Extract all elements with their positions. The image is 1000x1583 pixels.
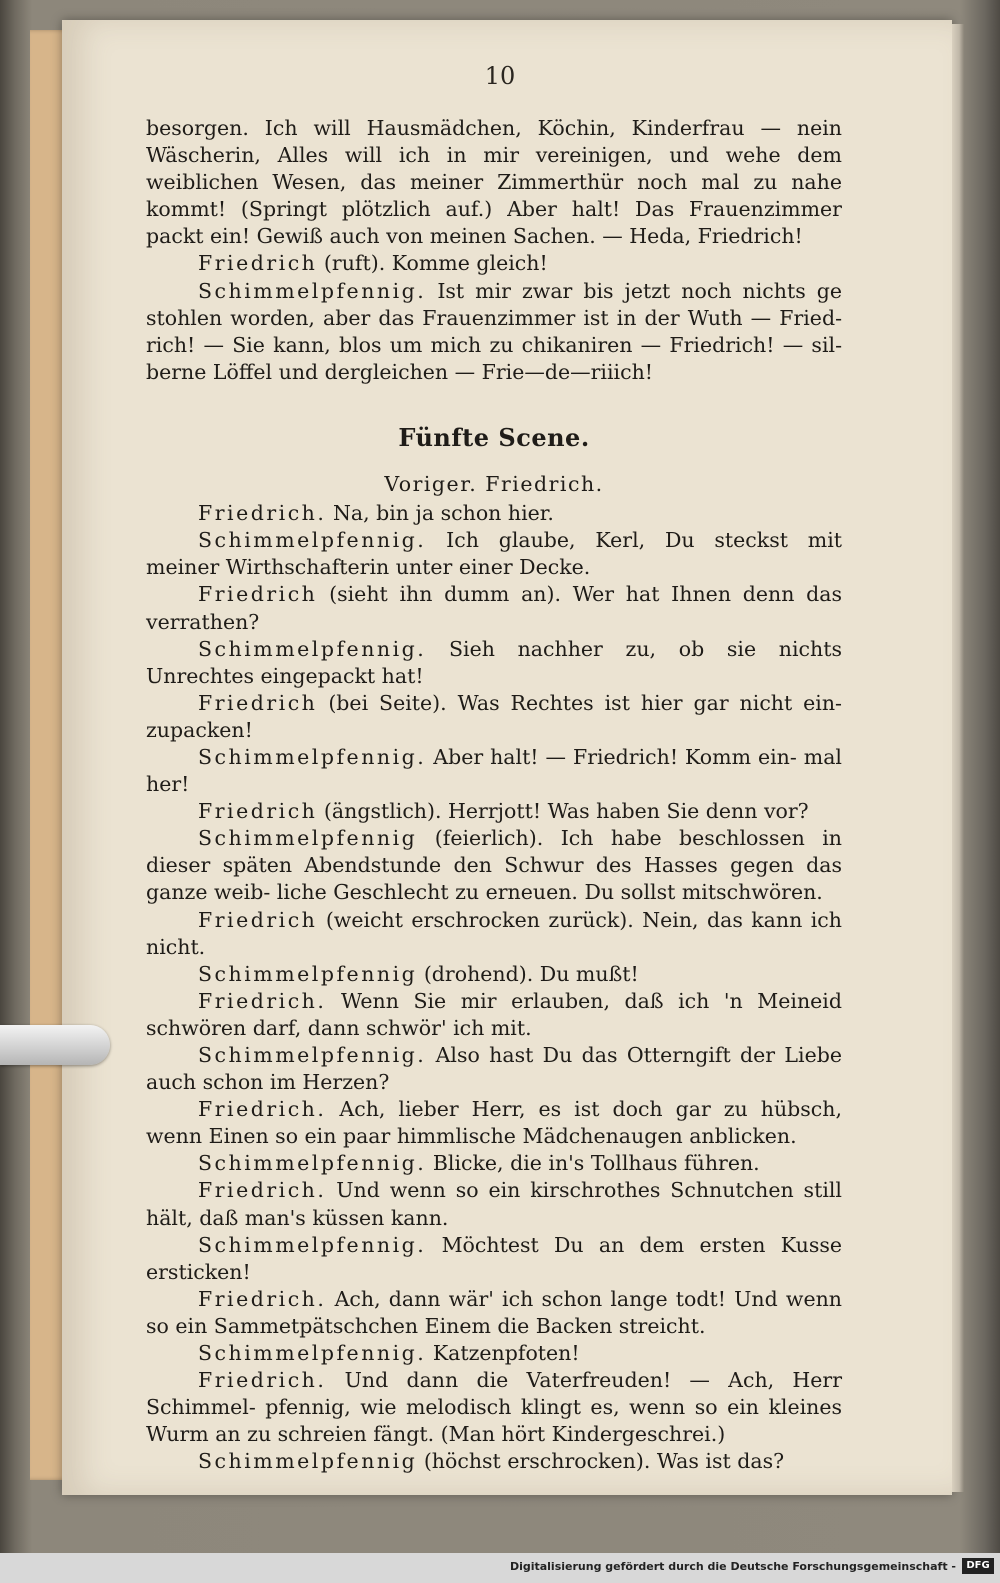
footer-credit: Digitalisierung gefördert durch die Deutsche Forschungsgemeinschaft -: [509, 1560, 956, 1573]
dfg-logo: DFG: [962, 1558, 994, 1574]
speech-text: Sieh nachher zu, ob sie nichts Unrechtes eingepackt hat!: [146, 636, 842, 688]
speaker-name: Friedrich: [198, 799, 318, 824]
speech-text: Wenn Sie mir erlauben, daß ich 'n Meineid schwören darf, dann schwör' ich mit.: [146, 988, 842, 1040]
dialogue-line: [146, 581, 842, 635]
speech-text: Also hast Du das Otterngift der Liebe auch schon im Herzen?: [146, 1043, 842, 1095]
speech-text: Ach, lieber Herr, es ist doch gar zu hübsch, wenn Einen so ein paar himmlische Mädchenaugen anblicken.: [146, 1097, 842, 1149]
page-clip: [0, 1025, 110, 1065]
dialogue-line: [146, 690, 842, 744]
dialogue-line: [146, 500, 842, 527]
speaker-name: Friedrich.: [198, 1097, 327, 1122]
speaker-name: Schimmelpfennig: [198, 1449, 418, 1474]
speaker-name: Schimmelpfennig.: [198, 1341, 427, 1366]
footer-bar: [0, 1553, 1000, 1583]
speech-text: Blicke, die in's Tollhaus führen.: [432, 1151, 760, 1176]
speaker-name: Schimmelpfennig.: [198, 1151, 427, 1176]
speaker-name: Friedrich: [198, 251, 318, 276]
speaker-name: Schimmelpfennig.: [198, 1043, 427, 1067]
speech-text: (weicht erschrocken zurück). Nein, das kann ich nicht.: [146, 907, 842, 959]
scene-personae: Voriger. Friedrich.: [384, 472, 604, 497]
page-edge: [952, 24, 964, 1492]
speech-text: (drohend). Du mußt!: [423, 961, 639, 986]
speaker-name: Friedrich.: [198, 501, 327, 526]
scene-heading: Fünfte Scene.: [398, 422, 590, 452]
speech-text: (feierlich). Ich habe beschlossen in dieser späten Abendstunde den Schwur des Hasses gegen das ganze weib- liche Geschlecht zu erneuen. Du sollst mitschwören.: [146, 826, 842, 905]
speech-text: Ich glaube, Kerl, Du steckst mit meiner Wirthschafterin unter einer Decke.: [146, 528, 842, 580]
page-number: 10: [484, 62, 516, 90]
speaker-name: Schimmelpfennig.: [198, 744, 427, 769]
dialogue-line: [146, 1096, 842, 1150]
dialogue-line: [146, 1340, 842, 1367]
speech-text: Möchtest Du an dem ersten Kusse ersticken!: [146, 1232, 842, 1284]
dialogue-line: [146, 1150, 842, 1177]
text-line-1: besorgen. Ich will Hausmädchen, Köchin, Kinderfrau — nein: [146, 116, 842, 140]
speaker-name: Schimmelpfennig: [198, 961, 418, 986]
speech-text: Ach, dann wär' ich schon lange todt! Und wenn so ein Sammetpätschchen Einem die Backen streicht.: [146, 1286, 842, 1338]
page-text: [146, 115, 842, 1476]
speaker-name: Schimmelpfennig: [198, 826, 418, 851]
speaker-name: Friedrich.: [198, 1286, 327, 1311]
dialogue-line: [146, 744, 842, 798]
speech-text: (bei Seite). Was Rechtes ist hier gar nicht ein- zupacken!: [146, 690, 842, 742]
speech-text: Aber halt! — Friedrich! Komm ein- mal her!: [146, 744, 842, 797]
speaker-name: Friedrich: [198, 907, 318, 932]
text-line-4: plötzlich auf.) Aber halt! Das Frauenzimmer packt ein! Gewiß: [146, 197, 842, 249]
dialogue-line: [146, 1232, 842, 1286]
speech-text: (höchst erschrocken). Was ist das?: [423, 1449, 785, 1474]
dialogue-line: [146, 988, 842, 1042]
dialogue-line: [146, 1367, 842, 1448]
dialogue-line: [146, 961, 842, 988]
speaker-name: Friedrich: [198, 690, 318, 715]
dialogue-line: [146, 250, 842, 277]
speech-text: Ist mir zwar bis jetzt noch nichts ge stohlen worden, aber das Frauenzimmer ist in der Wuth — Fried- rich! — Sie kann, blos um mich zu chikaniren — Friedrich! — sil- berne Löffel und dergleichen — Frie—de—riiich!: [146, 278, 842, 384]
speaker-name: Friedrich.: [198, 988, 327, 1013]
dialogue-line: [146, 1042, 842, 1096]
text-line-2: Wäscherin, Alles will ich in mir vereinigen, und wehe dem weiblichen: [146, 143, 842, 195]
speaker-name: Schimmelpfennig.: [198, 636, 427, 661]
dialogue-line: [146, 1177, 842, 1231]
speaker-name: Schimmelpfennig.: [198, 528, 427, 553]
speech-text: (ängstlich). Herrjott! Was haben Sie denn vor?: [323, 799, 809, 824]
speech-text: Na, bin ja schon hier.: [332, 501, 554, 526]
speech-text: (ruft). Komme gleich!: [323, 251, 548, 276]
text-line: [146, 115, 842, 250]
dialogue-line: [146, 907, 842, 961]
speech-text: (sieht ihn dumm an). Wer hat Ihnen denn das verrathen?: [146, 582, 842, 634]
dialogue-line: [146, 825, 842, 906]
speaker-name: Friedrich.: [198, 1178, 327, 1203]
speaker-name: Schimmelpfennig.: [198, 278, 427, 303]
text-line-5: auch von meinen Sachen. — Heda, Friedrich!: [329, 224, 803, 249]
text-line-3: Wesen, das meiner Zimmerthür noch mal zu nahe kommt! (Springt: [146, 170, 842, 222]
dialogue-line: [146, 527, 842, 581]
dialogue-line: [146, 1448, 842, 1475]
speech-text: Katzenpfoten!: [432, 1341, 580, 1366]
dialogue-line: [146, 1286, 842, 1340]
dialogue-line: [146, 636, 842, 690]
dialogue-line: [146, 278, 842, 386]
speaker-name: Friedrich.: [198, 1368, 327, 1393]
speech-text: Und dann die Vaterfreuden! — Ach, Herr Schimmel- pfennig, wie melodisch klingt es, wenn so ein kleines Wurm an zu schreien fängt. (Man hört Kindergeschrei.): [146, 1368, 842, 1447]
speech-text: Und wenn so ein kirschrothes Schnutchen still hält, daß man's küssen kann.: [146, 1178, 842, 1230]
dialogue-line: [146, 798, 842, 825]
speaker-name: Friedrich: [198, 582, 318, 607]
speaker-name: Schimmelpfennig.: [198, 1232, 427, 1257]
